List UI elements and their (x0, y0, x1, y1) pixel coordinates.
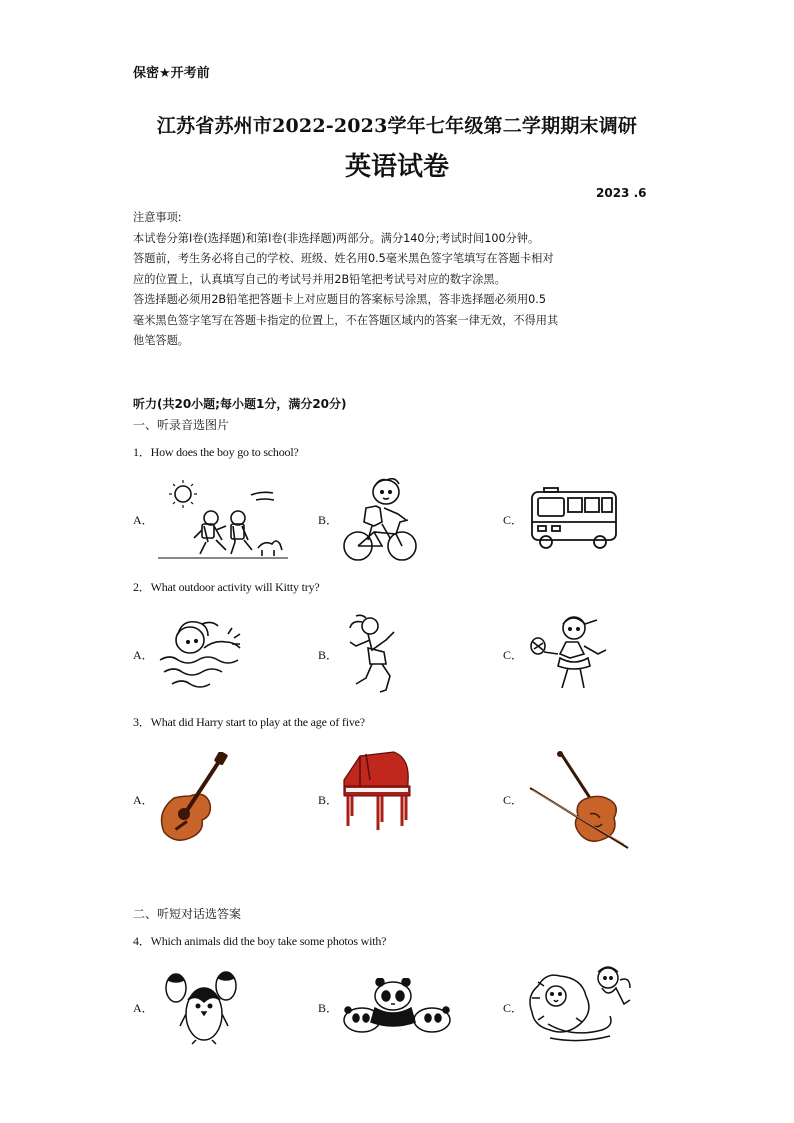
exam-date: 2023 .6 (596, 186, 647, 200)
penguins-icon (160, 964, 242, 1046)
option-c-label: C． (503, 1001, 524, 1015)
notice-line: 应的位置上，认真填写自己的考试号并用2B铅笔把考试号对应的数字涂黑。 (133, 272, 506, 286)
bicycle-boy-icon (342, 478, 418, 564)
notice-block (133, 208, 663, 352)
piano-icon (342, 750, 414, 834)
notice-line: 他笔答题。 (133, 334, 189, 347)
option-c-label: C． (503, 513, 524, 527)
option-b-label: B． (318, 513, 339, 527)
option-a-label: A． (133, 1001, 154, 1015)
pandas-icon (342, 978, 452, 1036)
bus-icon (528, 486, 620, 552)
option-a-label: A． (133, 513, 154, 527)
notice-line: 答题前，考生务必将自己的学校、班级、姓名用0.5毫米黑色签字笔填写在答题卡相对 (133, 252, 554, 265)
violin-icon (528, 750, 632, 850)
option-b-label: B． (318, 648, 339, 662)
lions-icon (526, 964, 634, 1046)
question-4: 4．Which animals did the boy take some photos with? (133, 934, 387, 948)
option-b-label: B． (318, 1001, 339, 1015)
part2-heading: 二、听短对话选答案 (133, 907, 242, 921)
option-b-label: B． (318, 793, 339, 807)
listening-heading: 听力(共20小题;每小题1分，满分20分) (133, 397, 347, 411)
part1-heading: 一、听录音选图片 (133, 418, 230, 432)
question-2: 2．What outdoor activity will Kitty try? (133, 580, 320, 594)
option-a-label: A． (133, 648, 154, 662)
page-title: 江苏省苏州市2022-2023学年七年级第二学期期末调研 (156, 115, 638, 137)
running-girl-icon (346, 614, 406, 696)
tennis-girl-icon (530, 612, 612, 694)
option-c-label: C． (503, 793, 524, 807)
guitar-icon (156, 752, 230, 844)
option-c-label: C． (503, 648, 524, 662)
confidential-label: 保密★开考前 (133, 66, 210, 81)
notice-line: 毫米黑色签字笔写在答题卡指定的位置上，不在答题区域内的答案一律无效，不得用其 (133, 313, 559, 327)
notice-heading: 注意事项: (133, 211, 182, 224)
page-subtitle: 英语试卷 (344, 152, 449, 182)
question-3: 3．What did Harry start to play at the age of five? (133, 715, 365, 729)
question-1: 1．How does the boy go to school? (133, 445, 299, 459)
swimming-girl-icon (158, 614, 242, 690)
option-a-label: A． (133, 793, 154, 807)
notice-line: 本试卷分第Ⅰ卷(选择题)和第Ⅰ卷(非选择题)两部分。满分140分;考试时间100分钟。 (133, 231, 540, 245)
walking-children-icon (156, 478, 290, 562)
notice-line: 答选择题必须用2B铅笔把答题卡上对应题目的答案标号涂黑，答非选择题必须用0.5 (133, 293, 546, 306)
